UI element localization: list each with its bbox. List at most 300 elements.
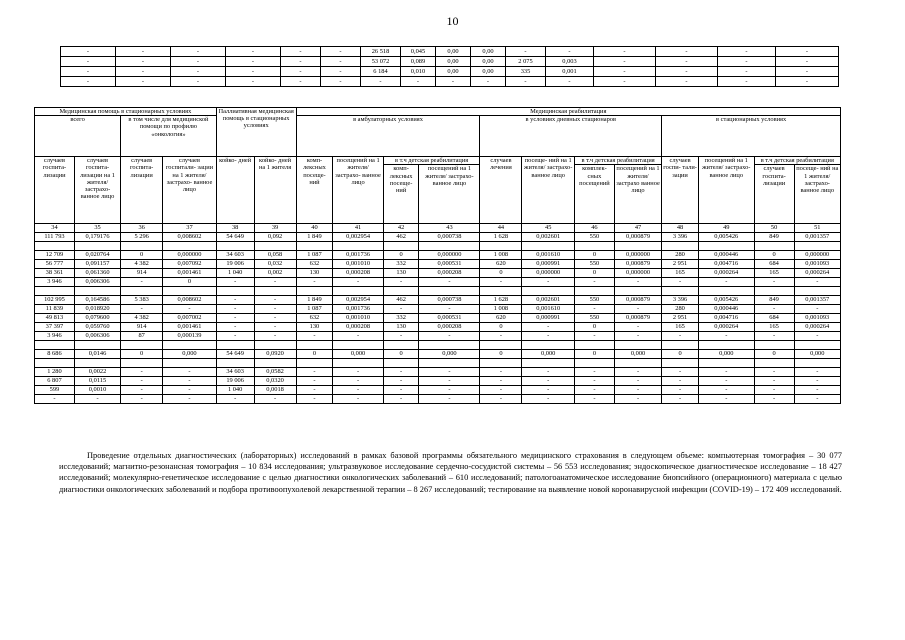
table-cell: 2 951 [662,314,699,323]
header-col-49: посещений на 1 жителя/ застрахо- ванное лицо [698,157,754,224]
table-cell: 462 [383,233,419,242]
table-cell: 332 [383,260,419,269]
table-row [35,350,841,359]
table-cell: - [216,314,254,323]
table-cell: - [383,278,419,287]
table-cell: 0,001357 [794,233,840,242]
table-cell: 53 072 [361,57,401,67]
table-cell [522,359,575,368]
column-number: 49 [698,224,754,233]
table-cell: - [333,386,383,395]
table-cell: - [254,332,296,341]
table-cell: 165 [754,323,794,332]
top-table-row [61,67,839,77]
table-cell [480,242,522,251]
table-cell: 0,001010 [333,314,383,323]
table-cell: 550 [574,314,614,323]
table-cell: 1 849 [296,233,333,242]
table-cell: - [254,296,296,305]
table-cell: 0,000879 [614,314,661,323]
table-cell: 165 [754,269,794,278]
table-cell: 0,007002 [163,314,217,323]
table-cell: - [794,386,840,395]
table-cell [574,242,614,251]
table-cell: 0 [662,350,699,359]
table-cell: 0,179176 [74,233,120,242]
table-cell [614,341,661,350]
table-cell: 0,079600 [74,314,120,323]
table-cell: 1 040 [216,386,254,395]
table-cell: 632 [296,260,333,269]
table-cell: - [281,77,321,87]
table-cell: 332 [383,314,419,323]
table-cell: 5 383 [121,296,163,305]
table-cell: 0,001461 [163,323,217,332]
table-cell [383,287,419,296]
table-cell: 0,00 [436,67,471,77]
table-cell: 0,000208 [419,323,480,332]
table-cell: 0,059760 [74,323,120,332]
column-number: 43 [419,224,480,233]
table-cell: - [254,314,296,323]
table-cell: - [776,77,839,87]
table-cell [216,287,254,296]
table-cell: 19 006 [216,377,254,386]
column-number: 34 [35,224,75,233]
column-number: 38 [216,224,254,233]
table-cell: 12 709 [35,251,75,260]
column-number: 44 [480,224,522,233]
table-cell: - [614,395,661,404]
table-cell: 4 382 [121,314,163,323]
table-cell: 0 [121,350,163,359]
table-cell [121,242,163,251]
table-cell: 8 686 [35,350,75,359]
table-cell [35,341,75,350]
table-cell: - [296,368,333,377]
table-cell: - [116,47,171,57]
table-cell: - [656,77,718,87]
table-cell: 0,001 [546,67,594,77]
table-cell: 0 [754,350,794,359]
table-cell: 0,00 [436,47,471,57]
header-hospital: в стационарных условиях [662,116,841,157]
table-cell: - [480,386,522,395]
table-cell [74,341,120,350]
table-cell: 2 951 [662,260,699,269]
table-row [35,233,841,242]
table-cell [216,359,254,368]
column-number: 40 [296,224,333,233]
table-cell: 0,001093 [794,260,840,269]
column-numbers-row [35,224,841,233]
table-cell: 0,000879 [614,260,661,269]
table-cell: - [794,395,840,404]
table-cell: 849 [754,296,794,305]
table-cell: 0,004716 [698,260,754,269]
table-cell: - [594,47,656,57]
table-cell: - [121,386,163,395]
table-cell: 0,000446 [698,305,754,314]
table-cell: 1 040 [216,269,254,278]
table-cell: 684 [754,260,794,269]
table-cell: 0,0320 [254,377,296,386]
table-cell: - [594,77,656,87]
table-cell: 1 008 [480,305,522,314]
table-cell: 280 [662,251,699,260]
table-cell: - [281,67,321,77]
table-cell [296,287,333,296]
table-cell [614,287,661,296]
table-cell: - [506,47,546,57]
column-number: 35 [74,224,120,233]
table-cell: - [401,77,436,87]
table-cell: - [546,77,594,87]
table-cell: 0,000 [419,350,480,359]
table-cell: 0,091157 [74,260,120,269]
header-stationary-care: Медицинская помощь в стационарных условиях [35,108,217,116]
column-number: 39 [254,224,296,233]
table-cell: 0,0010 [74,386,120,395]
table-cell [35,242,75,251]
table-cell: 0,010 [401,67,436,77]
table-cell: - [419,278,480,287]
table-cell [254,242,296,251]
table-cell: 0,018920 [74,305,120,314]
table-cell: 0,000991 [522,260,575,269]
table-cell [480,359,522,368]
table-cell: 0,00 [471,67,506,77]
table-row [35,377,841,386]
table-cell [383,359,419,368]
header-col-41: посещений на 1 жителя/ застрахо- ванное лицо [333,157,383,224]
table-cell: - [121,368,163,377]
table-cell: - [718,67,776,77]
table-cell: 0,003 [546,57,594,67]
table-cell: - [321,57,361,67]
table-cell: - [546,47,594,57]
table-cell: - [754,368,794,377]
table-cell: 0,000991 [522,314,575,323]
header-oncology: в том числе для медицинской помощи по профилю «онкология» [121,116,217,157]
table-cell: 3 946 [35,278,75,287]
table-cell: - [171,47,226,57]
top-table-fragment [60,46,839,87]
table-cell [794,359,840,368]
table-cell: 1 087 [296,251,333,260]
table-cell: - [718,47,776,57]
table-cell: - [296,377,333,386]
table-cell: 0,000000 [614,269,661,278]
table-cell [74,287,120,296]
table-cell: 0,001461 [163,269,217,278]
header-col-40: комп- лексных посеще- ний [296,157,333,224]
table-cell: 0 [574,323,614,332]
table-cell [296,359,333,368]
table-cell: 37 397 [35,323,75,332]
table-cell: - [754,332,794,341]
table-cell: - [754,305,794,314]
table-cell: 0,000 [333,350,383,359]
table-cell [383,242,419,251]
table-cell: - [574,368,614,377]
table-row [35,260,841,269]
table-cell: 0 [574,269,614,278]
table-cell: 0,001610 [522,305,575,314]
table-cell [574,341,614,350]
column-number: 46 [574,224,614,233]
table-cell: - [121,305,163,314]
table-cell: - [254,323,296,332]
table-cell: 0,089 [401,57,436,67]
top-table-row [61,57,839,67]
table-cell: 2 075 [506,57,546,67]
table-cell: 0,000264 [794,269,840,278]
table-cell: - [419,368,480,377]
header-col-39: койко- дней на 1 жителя [254,157,296,224]
top-table-row [61,47,839,57]
table-cell: 620 [480,260,522,269]
header-col-37: случаев госпитали- зации на 1 жителя/ застрахо- ванное лицо [163,157,217,224]
column-number: 45 [522,224,575,233]
table-cell: 0 [480,350,522,359]
table-cell: 0,000 [614,350,661,359]
table-cell [794,242,840,251]
table-cell [254,287,296,296]
table-cell: 0,000000 [794,251,840,260]
table-row [35,395,841,404]
table-cell: 1 628 [480,233,522,242]
table-row [35,251,841,260]
table-cell: 914 [121,323,163,332]
table-cell: 0,001093 [794,314,840,323]
table-row [35,323,841,332]
table-cell [254,341,296,350]
table-cell: 0 [574,251,614,260]
header-ambulatory: в амбулаторных условиях [296,116,480,157]
header-col-34: случаев госпита- лизации [35,157,75,224]
table-cell: 0,000879 [614,233,661,242]
table-cell: 280 [662,305,699,314]
table-cell: 165 [662,269,699,278]
table-cell: - [419,395,480,404]
table-cell: 632 [296,314,333,323]
table-cell: - [594,57,656,67]
table-cell [333,341,383,350]
table-cell: 0,000446 [698,251,754,260]
table-cell [419,242,480,251]
table-cell: 0,000208 [333,269,383,278]
table-cell: 0,000 [794,350,840,359]
table-cell: - [522,386,575,395]
table-cell: - [171,67,226,77]
table-cell: 0,000000 [163,251,217,260]
table-cell: - [116,67,171,77]
table-cell: 54 649 [216,233,254,242]
table-cell: - [216,332,254,341]
table-cell: 3 946 [35,332,75,341]
table-cell: 49 813 [35,314,75,323]
table-cell: 0 [754,251,794,260]
table-cell: 0,001357 [794,296,840,305]
table-cell: 111 793 [35,233,75,242]
table-cell: - [698,332,754,341]
table-cell: 0 [574,350,614,359]
table-cell: - [254,278,296,287]
table-cell: - [296,332,333,341]
table-cell: - [698,395,754,404]
header-col-46: комплек- сных посещений [574,165,614,224]
header-child-rehab-day: в т.ч детская реабилитация [574,157,661,165]
table-cell: 38 361 [35,269,75,278]
table-cell: - [574,332,614,341]
table-cell [754,341,794,350]
table-cell: 3 396 [662,296,699,305]
table-cell: - [614,368,661,377]
table-cell: 0,092 [254,233,296,242]
table-cell: - [116,57,171,67]
table-row [35,332,841,341]
header-col-35: случаев госпита- лизации на 1 жителя/ застрахо- ванное лицо [74,157,120,224]
table-cell: - [163,305,217,314]
header-col-47: посещений на 1 жителя/ застрахо ванное лицо [614,165,661,224]
table-cell [794,287,840,296]
table-cell [74,359,120,368]
table-cell [121,287,163,296]
header-day-hospital: в условиях дневных стационаров [480,116,662,157]
table-cell [754,359,794,368]
table-row [35,359,841,368]
table-cell: - [522,278,575,287]
table-cell: 550 [574,260,614,269]
table-cell [121,359,163,368]
table-cell: 0,001736 [333,305,383,314]
table-cell: 0,000264 [698,323,754,332]
table-cell: - [656,57,718,67]
table-cell: - [506,77,546,87]
table-cell: 0,002954 [333,296,383,305]
table-cell: 0,000 [522,350,575,359]
table-cell: - [574,395,614,404]
table-cell [698,359,754,368]
table-cell [216,242,254,251]
table-cell: - [333,395,383,404]
table-cell: - [121,377,163,386]
table-row [35,314,841,323]
header-col-50: случаев госпита- лизации [754,165,794,224]
table-cell: 0,006306 [74,278,120,287]
table-cell: - [480,278,522,287]
table-cell: 165 [662,323,699,332]
table-cell: - [254,305,296,314]
table-cell [698,287,754,296]
table-cell: 19 006 [216,260,254,269]
table-cell [480,287,522,296]
table-cell: - [163,368,217,377]
table-cell: 0 [480,323,522,332]
table-cell: - [383,377,419,386]
table-cell: - [794,305,840,314]
table-cell: 0 [296,350,333,359]
table-cell: 0,000000 [419,251,480,260]
table-cell: 0,0582 [254,368,296,377]
table-cell: - [383,386,419,395]
header-col-38: койко- дней [216,157,254,224]
table-cell: 0,001010 [333,260,383,269]
column-number: 36 [121,224,163,233]
top-table-row [61,77,839,87]
table-cell: 1 087 [296,305,333,314]
main-table [34,107,841,404]
table-cell: 0,000000 [614,251,661,260]
table-cell: 0,000879 [614,296,661,305]
table-cell: - [614,377,661,386]
table-cell: - [361,77,401,87]
table-cell: 0,00 [471,47,506,57]
table-cell [794,341,840,350]
table-cell: 0,004716 [698,314,754,323]
table-cell: - [662,395,699,404]
table-row [35,368,841,377]
table-cell: 0,000531 [419,314,480,323]
table-cell: - [333,278,383,287]
table-cell: - [522,332,575,341]
table-cell: 0,000208 [419,269,480,278]
table-row [35,341,841,350]
table-cell: - [121,278,163,287]
table-cell: - [321,67,361,77]
table-cell: - [754,278,794,287]
table-cell: - [662,278,699,287]
table-cell: 550 [574,296,614,305]
table-cell [333,359,383,368]
table-cell: - [574,278,614,287]
table-cell [662,359,699,368]
header-child-rehab-hospital: в т.ч детская реабилитация [754,157,840,165]
table-cell: - [662,386,699,395]
table-cell: - [216,305,254,314]
table-cell [698,242,754,251]
table-cell: - [656,47,718,57]
diagnostics-paragraph: Проведение отдельных диагностических (лабораторных) исследований в рамках базовой программы обязательного медицинского страхования в следующем объеме: компьютерная томография – 30 077 исследований; магнитно-резонансная томография – 10 834 исследования; ультразвуковое исследование сердечно-сосудистой системы – 56 553 исследования; эндоскопическое диагностическое исследование – 18 427 исследований; молекулярно-генетическое исследование с целью диагностики онкологических заболеваний – 610 исследований; патологоанатомическое исследование биопсийного (операционного) материала с целью диагностики онкологических заболеваний и подбора противоопухолевой лекарственной терапии – 8 267 исследований; тестирование на выявление новой коронавирусной инфекции (COVID-19) – 172 409 исследований. [59,451,842,494]
table-cell [163,359,217,368]
table-cell: 0,0018 [254,386,296,395]
header-col-48: случаев госпи- тали- зации [662,157,699,224]
table-cell: - [419,386,480,395]
header-child-rehab-ambulatory: в т.ч детская реабилитация [383,157,480,165]
table-cell: - [163,395,217,404]
table-cell: 34 603 [216,368,254,377]
header-col-44: случаев лечения [480,157,522,224]
table-cell [216,341,254,350]
table-cell: 0,002 [254,269,296,278]
table-cell: 0,000264 [698,269,754,278]
table-cell: 0,0115 [74,377,120,386]
table-cell: 130 [383,269,419,278]
table-cell: - [522,395,575,404]
table-cell [419,287,480,296]
table-cell: - [656,67,718,77]
table-cell: - [321,77,361,87]
table-row [35,278,841,287]
table-cell: - [383,305,419,314]
table-cell: - [121,395,163,404]
table-cell: 0,000 [698,350,754,359]
table-cell: - [614,323,661,332]
table-cell [662,287,699,296]
table-cell: 0,006306 [74,332,120,341]
table-cell [662,341,699,350]
